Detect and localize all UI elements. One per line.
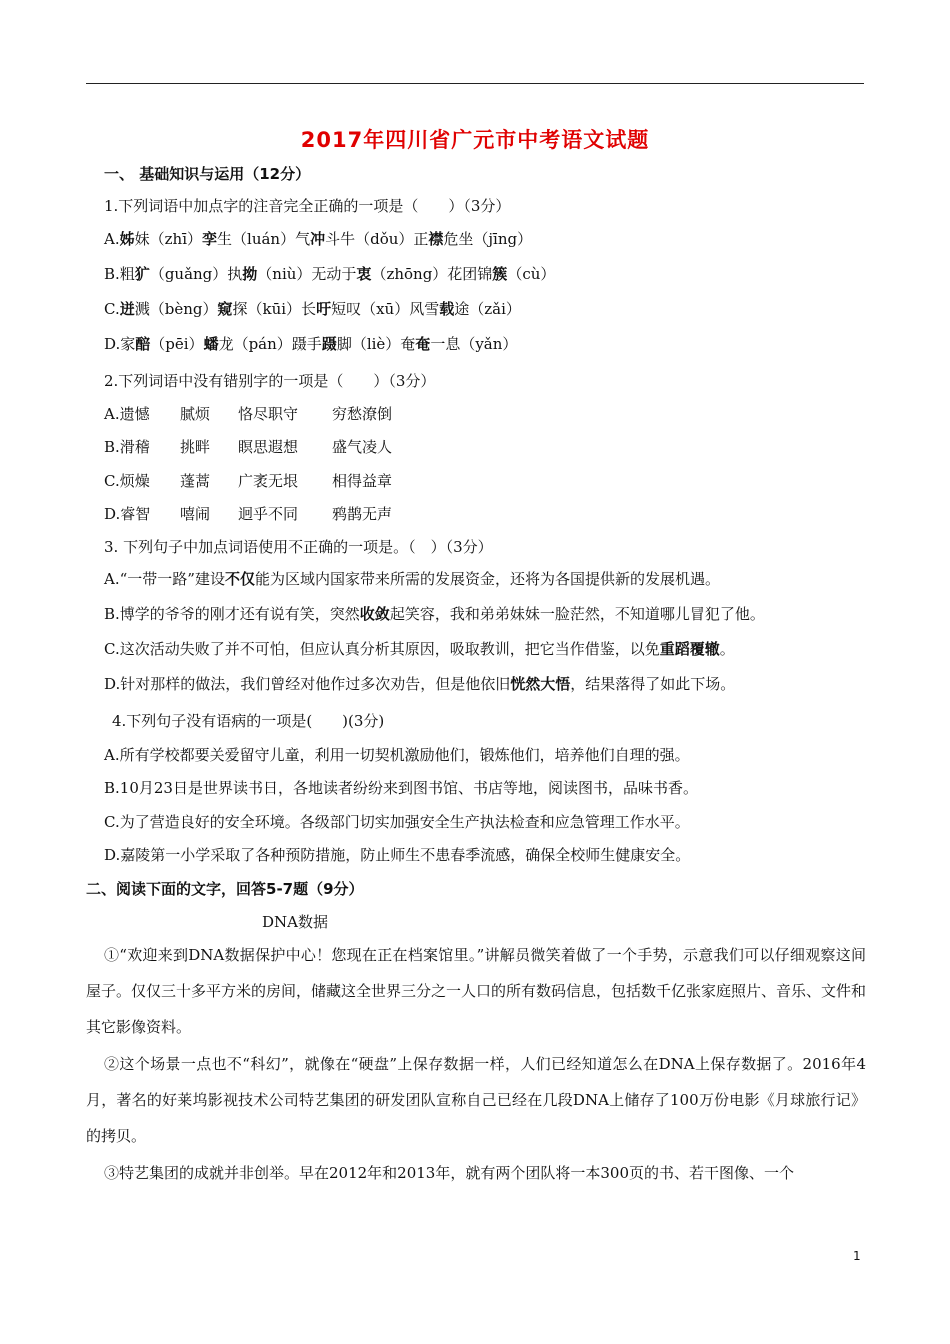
q2-option-c: C.烦燥 蓬蒿 广袤无垠 相得益章 [104, 472, 393, 490]
q2-option-a: A.遗憾 腻烦 恪尽职守 穷愁潦倒 [104, 405, 393, 423]
q2-option-b: B.滑稽 挑畔 瞑思遐想 盛气凌人 [104, 438, 393, 456]
page-title: 2017年四川省广元市中考语文试题 [300, 128, 650, 152]
q1-option-b: B.粗犷（guǎng）执拗（niù）无动于衷（zhōng）花团锦簇（cù） [104, 265, 556, 283]
q1-option-c: C.迸溅（bèng）窥探（kūi）长吁短叹（xū）风雪载途（zǎi） [104, 300, 521, 318]
q2-stem: 2.下列词语中没有错别字的一项是（ ）（3分） [104, 372, 436, 390]
q4-option-b: B.10月23日是世界读书日，各地读者纷纷来到图书馆、书店等地，阅读图书，品味书香。 [104, 779, 698, 797]
article-title: DNA数据 [262, 913, 328, 931]
section-1-heading: 一、 基础知识与运用（12分） [104, 165, 311, 183]
q4-stem: 4.下列句子没有语病的一项是( )(3分) [112, 712, 385, 730]
q3-option-b: B.博学的爷爷的刚才还有说有笑，突然收敛起笑容，我和弟弟妹妹一脸茫然，不知道哪儿冒犯了他。 [104, 605, 765, 623]
q1-stem: 1.下列词语中加点字的注音完全正确的一项是（ ）（3分） [104, 197, 511, 215]
q4-option-a: A.所有学校都要关爱留守儿童，利用一切契机激励他们，锻炼他们，培养他们自理的强。 [104, 746, 690, 764]
paragraph-3: ③特艺集团的成就并非创举。早在2012年和2013年，就有两个团队将一本300页的书、若干图像、一个 [104, 1164, 794, 1182]
q4-option-d: D.嘉陵第一小学采取了各种预防措施，防止师生不患春季流感，确保全校师生健康安全。 [104, 846, 691, 864]
q1-option-a: A.姊妹（zhī）孪生（luán）气冲斗牛（dǒu）正襟危坐（jīng） [104, 230, 533, 248]
q3-option-c: C.这次活动失败了并不可怕，但应认真分析其原因，吸取教训，把它当作借鉴，以免重蹈覆辙。 [104, 640, 735, 658]
header-rule [86, 83, 864, 84]
q3-option-a: A.“一带一路”建设不仅能为区域内国家带来所需的发展资金，还将为各国提供新的发展机遇。 [104, 570, 720, 588]
q4-option-c: C.为了营造良好的安全环境。各级部门切实加强安全生产执法检查和应急管理工作水平。 [104, 813, 690, 831]
page-number: 1 [853, 1249, 861, 1263]
paragraph-2: ②这个场景一点也不“科幻”，就像在“硬盘”上保存数据一样，人们已经知道怎么在DNA上保存数据了。2016年4月，著名的好莱坞影视技术公司特艺集团的研发团队宣称自己已经在几段DNA上储存了100万份电影《月球旅行记》的拷贝。 [86, 1055, 866, 1145]
q3-stem: 3. 下列句子中加点词语使用不正确的一项是。（ ）（3分） [104, 538, 493, 556]
q3-option-d: D.针对那样的做法，我们曾经对他作过多次劝告，但是他依旧恍然大悟，结果落得了如此下场。 [104, 675, 736, 693]
q2-option-d: D.睿智 嘻闹 迥乎不同 鸦鹊无声 [104, 505, 393, 523]
q1-option-d: D.家醅（pēi）蟠龙（pán）蹑手蹑脚（liè）奄奄一息（yǎn） [104, 335, 518, 353]
paragraph-1: ①“欢迎来到DNA数据保护中心！您现在正在档案馆里。”讲解员微笑着做了一个手势，示意我们可以仔细观察这间屋子。仅仅三十多平方米的房间，储藏这全世界三分之一人口的所有数码信息，包括数千亿张家庭照片、音乐、文件和其它影像资料。 [86, 946, 867, 1036]
section-2-heading: 二、阅读下面的文字，回答5-7题（9分） [86, 880, 364, 898]
